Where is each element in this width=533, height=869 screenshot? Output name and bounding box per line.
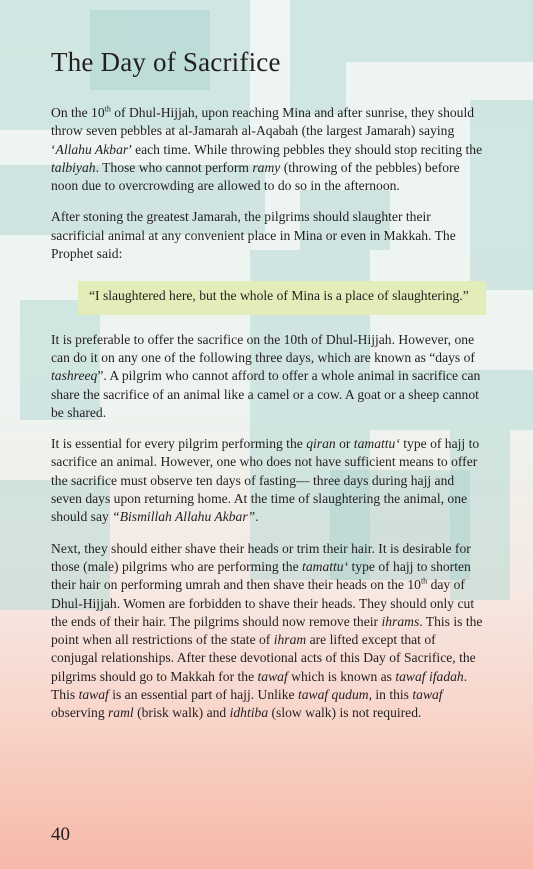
page-title: The Day of Sacrifice (51, 47, 281, 77)
paragraph-shaving-tawaf: Next, they should either shave their heads or trim their hair. It is desirable for those (male) pilgrims who are performing the tamattu‘ type of hajj to shorten their hair on performing umrah and then shave their heads on the 10th day of Dhul-Hijjah. Women are forbidden to shave their heads. They should only cut the ends of their hair. The pilgrims should now remove their ihrams. This is the point when all restrictions of the state of ihram are lifted except that of conjugal relationships. After these devotional acts of this Day of Sacrifice, the pilgrims should go to Makkah for the tawaf which is known as tawaf ifadah. This tawaf is an essential part of hajj. Unlike tawaf qudum, in this tawaf observing raml (brisk walk) and idhtiba (slow walk) is not required. (51, 540, 483, 721)
body-text (51, 104, 483, 736)
paragraph-jamarah: On the 10th of Dhul-Hijjah, upon reaching Mina and after sunrise, they should throw seven pebbles at al-Jamarah al-Aqabah (the largest Jamarah) saying ‘Allahu Akbar’ each time. While throwing pebbles they should stop reciting the talbiyah. Those who cannot perform ramy (throwing of the pebbles) before noon due to overcrowding are allowed to do so in the afternoon. (51, 104, 483, 194)
paragraph-slaughter: After stoning the greatest Jamarah, the pilgrims should slaughter their sacrificial animal at any convenient place in Mina or even in Makkah. The Prophet said: (51, 209, 456, 262)
hadith-quote: “I slaughtered here, but the whole of Mina is a place of slaughtering.” (78, 281, 486, 314)
paragraph-qiran-tamattu: It is essential for every pilgrim performing the qiran or tamattu‘ type of hajj to sacrifice an animal. However, one who does not have sufficient means to offer the sacrifice must observe ten days of fasting— three days during hajj and seven days upon returning home. At the time of slaughtering the animal, one should say “Bismillah Allahu Akbar”. (51, 436, 480, 525)
paragraph-days-of-tashreeq: It is preferable to offer the sacrifice on the 10th of Dhul-Hijjah. However, one can do it on any one of the following three days, which are known as “days of tashreeq”. A pilgrim who cannot afford to offer a whole animal in sacrifice can share the sacrifice of an animal like a camel or a cow. A goat or a sheep cannot be shared. (51, 331, 481, 420)
page-number: 40 (51, 824, 70, 845)
